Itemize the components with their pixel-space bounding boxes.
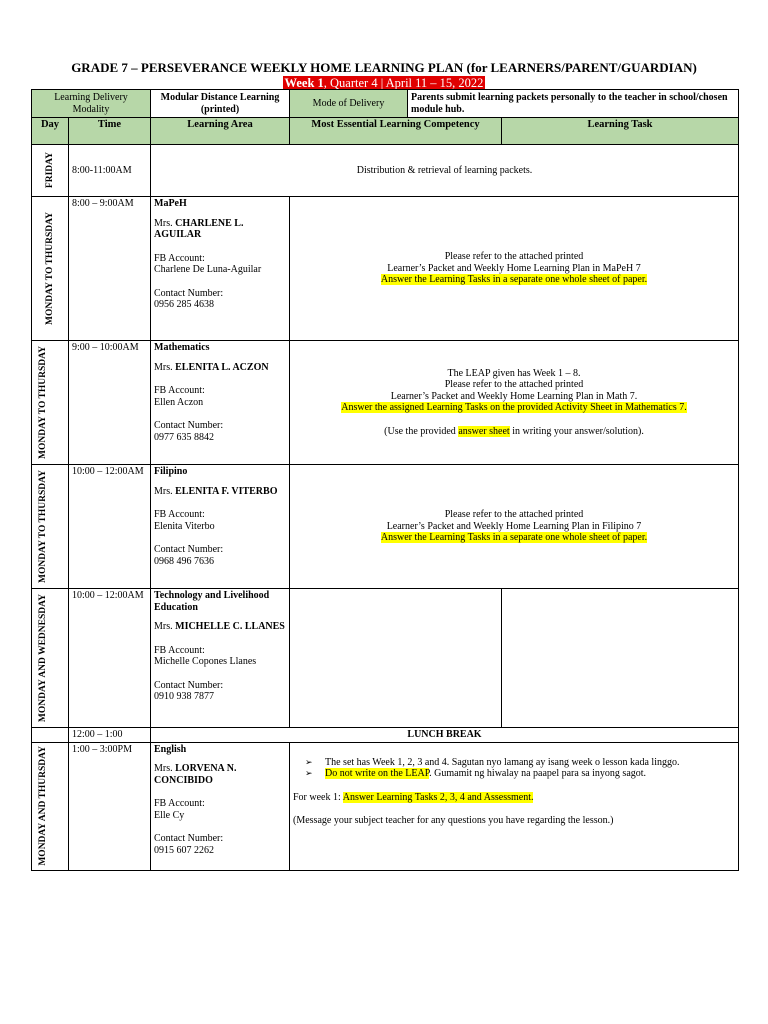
fb-account: Charlene De Luna-Aguilar [154, 264, 262, 275]
row-english [32, 742, 739, 870]
row-mapeh [32, 197, 739, 341]
learning-area-cell [151, 197, 290, 341]
fb-label: FB Account: [154, 798, 205, 809]
learning-plan-table [31, 89, 739, 871]
contact-label: Contact Number: [154, 420, 224, 431]
fb-label: FB Account: [154, 509, 205, 520]
contact-number: 0977 635 8842 [154, 431, 214, 443]
col-time: Time [69, 118, 151, 145]
contact-number: 0968 496 7636 [154, 555, 214, 567]
learning-area-cell [151, 341, 290, 465]
teacher: Mrs. CHARLENE L. AGUILAR [154, 217, 244, 240]
task-line: Please refer to the attached printed [444, 379, 584, 391]
subject-name: Mathematics [154, 342, 210, 353]
learning-task-cell-empty [502, 589, 739, 728]
mode-label: Mode of Delivery [290, 90, 408, 118]
task-line: Please refer to the attached printed [444, 509, 584, 521]
day-label: MONDAY AND THURSDAY [38, 746, 48, 866]
task-line: Answer the Learning Tasks in a separate one whole sheet of paper. [380, 274, 648, 286]
time-cell: 9:00 – 10:00AM [69, 341, 151, 465]
task-line: Learner’s Packet and Weekly Home Learning Plan in Filipino 7 [386, 520, 642, 532]
teacher: Mrs. MICHELLE C. LLANES [154, 621, 285, 632]
contact-number: 0915 607 2262 [154, 844, 214, 856]
col-learning-area: Learning Area [151, 118, 290, 145]
fb-account: Elle Cy [154, 809, 185, 821]
fb-account: Ellen Aczon [154, 396, 204, 408]
mode-value: Parents submit learning packets personally to the teacher in school/chosen module hub. [408, 90, 739, 118]
row-tle [32, 589, 739, 728]
teacher: Mrs. ELENITA F. VITERBO [154, 485, 278, 497]
contact-label: Contact Number: [154, 287, 224, 299]
row-lunch [32, 728, 739, 743]
fb-label: FB Account: [154, 385, 205, 396]
col-learning-task: Learning Task [502, 118, 739, 145]
day-label: FRIDAY [44, 152, 55, 189]
learning-area-cell [151, 742, 290, 870]
row-mathematics [32, 341, 739, 465]
day-cell [32, 197, 69, 341]
competency-cell-empty [290, 589, 502, 728]
time-cell: 10:00 – 12:00AM [69, 589, 151, 728]
info-row [32, 90, 739, 118]
document-title: GRADE 7 – PERSEVERANCE WEEKLY HOME LEARNING PLAN (for LEARNERS/PARENT/GUARDIAN) [71, 60, 697, 75]
learning-task-cell [290, 465, 739, 589]
learning-task-cell [290, 197, 739, 341]
friday-activity: Distribution & retrieval of learning packets. [151, 145, 739, 197]
day-cell [32, 742, 69, 870]
contact-label: Contact Number: [154, 833, 224, 844]
modality-value: Modular Distance Learning (printed) [151, 90, 290, 118]
day-cell [32, 341, 69, 465]
col-day: Day [32, 118, 69, 145]
task-line: Learner’s Packet and Weekly Home Learning Plan in Math 7. [390, 390, 638, 402]
time-cell: 10:00 – 12:00AM [69, 465, 151, 589]
task-bullets [293, 757, 735, 780]
teacher: Mrs. LORVENA N. CONCIBIDO [154, 763, 237, 786]
learning-task-cell [290, 341, 739, 465]
time-cell: 1:00 – 3:00PM [69, 742, 151, 870]
fb-account: Michelle Copones Llanes [154, 656, 257, 667]
note: (Message your subject teacher for any questions you have regarding the lesson.) [293, 815, 614, 826]
day-label: MONDAY TO THURSDAY [38, 470, 48, 583]
day-cell [32, 589, 69, 728]
teacher: Mrs. ELENITA L. ACZON [154, 361, 269, 373]
learning-area-cell [151, 465, 290, 589]
week-banner-text [283, 76, 486, 90]
row-friday [32, 145, 739, 197]
task-line: Answer the assigned Learning Tasks on the provided Activity Sheet in Mathematics 7. [341, 402, 687, 414]
fb-label: FB Account: [154, 644, 205, 656]
column-header-row [32, 118, 739, 145]
task-line: Learner’s Packet and Weekly Home Learning Plan in MaPeH 7 [387, 262, 641, 274]
task-bullet: ➢ The set has Week 1, 2, 3 and 4. Sagutan nyo lamang ay isang week o lesson kada linggo. [325, 757, 735, 769]
time-cell: 8:00 – 9:00AM [69, 197, 151, 341]
col-competency: Most Essential Learning Competency [290, 118, 502, 145]
week-label: Week 1 [284, 76, 324, 90]
modality-label: Learning Delivery Modality [32, 90, 151, 118]
task-line: The LEAP given has Week 1 – 8. [447, 367, 581, 379]
contact-number: 0956 285 4638 [154, 299, 214, 310]
task-line: (Use the provided answer sheet in writing your answer/solution). [384, 425, 644, 437]
fb-account: Elenita Viterbo [154, 520, 215, 532]
subject-name: MaPeH [154, 198, 187, 209]
day-label: MONDAY AND WEDNESDAY [38, 593, 48, 723]
day-label: MONDAY TO THURSDAY [44, 212, 55, 325]
time-cell: 8:00-11:00AM [69, 145, 151, 197]
row-filipino [32, 465, 739, 589]
task-bullet: ➢ Do not write on the LEAP. Gumamit ng hiwalay na paapel para sa inyong sagot. [325, 768, 735, 780]
contact-number: 0910 938 7877 [154, 691, 214, 702]
task-line: Answer the Learning Tasks in a separate one whole sheet of paper. [380, 532, 648, 544]
subject-name: English [154, 743, 187, 755]
day-cell-empty [32, 728, 69, 743]
day-cell [32, 145, 69, 197]
day-cell [32, 465, 69, 589]
contact-label: Contact Number: [154, 544, 224, 555]
lunch-break: LUNCH BREAK [151, 728, 739, 743]
day-label: MONDAY TO THURSDAY [38, 346, 48, 459]
subject-name: Technology and Livelihood Education [154, 590, 270, 613]
learning-area-cell [151, 589, 290, 728]
subject-name: Filipino [154, 466, 188, 477]
week-instruction: For week 1: Answer Learning Tasks 2, 3, 4 and Assessment. [293, 791, 534, 803]
time-cell: 12:00 – 1:00 [69, 728, 151, 743]
contact-label: Contact Number: [154, 679, 224, 691]
week-dates: , Quarter 4 | April 11 – 15, 2022 [323, 76, 484, 90]
learning-task-cell [290, 742, 739, 870]
task-line: Please refer to the attached printed [444, 251, 584, 263]
fb-label: FB Account: [154, 252, 205, 264]
